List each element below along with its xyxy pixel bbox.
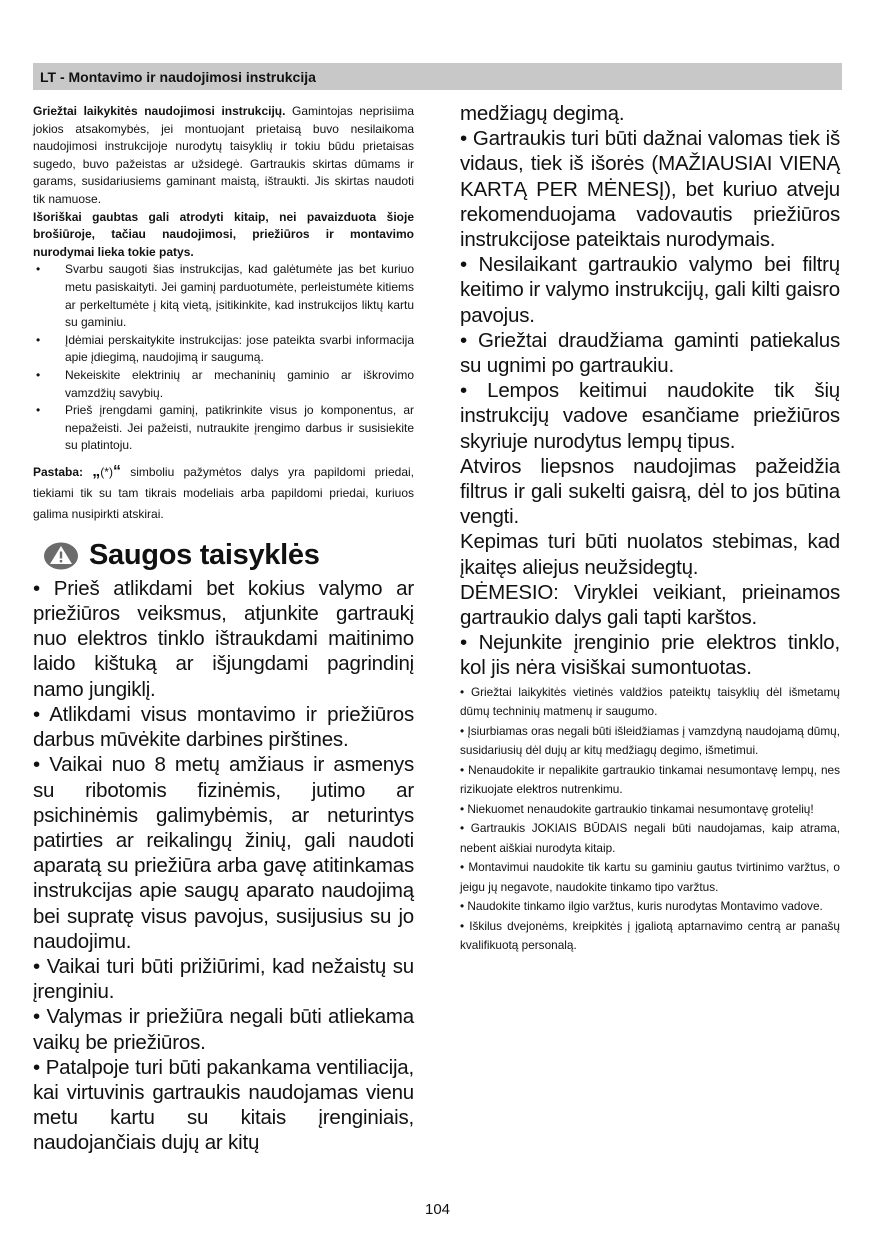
safety-right-small-text	[460, 683, 840, 956]
safety-paragraph: • Vaikai nuo 8 metų amžiaus ir asmenys su ribotomis fizinėmis, jutimo ar psichinėmis galimybėmis, ar neturintys patirties ar reikalingų žinių, gali naudoti aparatą su priežiūra arba gavę atitinkamas instrukcijas apie saugų aparato naudojimą bei supratę visus pavojus, susijusius su jo naudojimu.	[33, 753, 414, 953]
safety-paragraph: • Prieš atlikdami bet kokius valymo ar priežiūros veiksmus, atjunkite gartraukį nuo elektros tinklo ištraukdami maitinimo laido kištuką ar išjungdami pagrindinį namo jungiklį.	[33, 576, 414, 701]
safety-paragraph: Kepimas turi būti nuolatos stebimas, kad įkaitęs aliejus neužsidegtų.	[460, 530, 840, 579]
left-column	[33, 103, 414, 1156]
safety-small-paragraph: • Niekuomet nenaudokite gartraukio tinkamai nesumontavę grotelių!	[460, 801, 814, 816]
safety-small-paragraph: • Įsiurbiamas oras negali būti išleidžiamas į vamzdyną naudojamą dūmų, susidariusių dėl dujų ar kitų medžiagų degimo, išmetimui.	[460, 723, 840, 758]
intro-section	[33, 103, 414, 261]
intro-lead-text: Gamintojas neprisiima jokios atsakomybės, jei montuojant prietaisą buvo nesilaikoma naudojimosi instrukcijoje nurodytų taisyklių ir tokiu būdu prietaisas sugedo, buvo pažeistas ar užsidegė. Gartraukis skirtas dūmams ir garams, susidariusiems gaminant maistą, ištraukti. Jis skirtas naudoti tik namuose.	[33, 104, 414, 206]
header-bar	[33, 63, 842, 90]
safety-left-text	[33, 576, 414, 1156]
bullet-icon: •	[36, 262, 41, 277]
safety-right-text	[460, 101, 840, 681]
safety-paragraph: • Valymas ir priežiūra negali būti atliekama vaikų be priežiūros.	[33, 1005, 414, 1054]
safety-small-paragraph: • Nenaudokite ir nepalikite gartraukio tinkamai nesumontavę lempų, nes rizikuojate elektros nutrenkimu.	[460, 762, 840, 797]
page-number: 104	[424, 1201, 451, 1218]
safety-paragraph: DĖMESIO: Viryklei veikiant, prieinamos gartraukio dalys gali tapti karštos.	[460, 580, 840, 630]
safety-heading	[33, 539, 414, 573]
note-mark: (*)	[100, 464, 113, 479]
safety-paragraph: • Nejunkite įrenginio prie elektros tinklo, kol jis nėra visiškai sumontuotas.	[460, 631, 840, 680]
warning-icon	[43, 541, 79, 571]
list-item: • Prieš įrengdami gaminį, patikrinkite visus jo komponentus, ar nepažeisti. Jei pažeisti, nutraukite įrengimo darbus ir susisiekite su platintoju.	[36, 403, 414, 453]
note-quote-open: „	[92, 462, 101, 480]
safety-small-paragraph: • Griežtai laikykitės vietinės valdžios pateiktų taisyklių dėl išmetamų dūmų techninių matmenų ir saugumo.	[460, 684, 840, 719]
intro-bold-paragraph: Išoriškai gaubtas gali atrodyti kitaip, nei pavaizduota šioje brošiūroje, tačiau naudojimosi, priežiūros ir montavimo nurodymai lieka tokie patys.	[33, 209, 414, 259]
safety-paragraph: • Griežtai draudžiama gaminti patiekalus su ugnimi po gartraukiu.	[460, 328, 840, 378]
safety-paragraph: • Gartraukis turi būti dažnai valomas tiek iš vidaus, tiek iš išorės (MAŽIAUSIAI VIENĄ KARTĄ PER MĖNESĮ), bet kuriuo atveju rekomenduojama vadovautis priežiūros instrukcijose pateiktais nurodymais.	[460, 127, 840, 252]
note-paragraph	[33, 461, 414, 525]
bullet-icon: •	[36, 403, 41, 418]
safety-small-paragraph: • Montavimui naudokite tik kartu su gaminiu gautus tvirtinimo varžtus, o jeigu jų negavote, naudokite tinkamo tipo varžtus.	[460, 860, 840, 894]
bullet-icon: •	[36, 332, 41, 347]
intro-lead-bold: Griežtai laikykitės naudojimosi instrukcijų.	[33, 104, 286, 118]
list-item: • Įdėmiai perskaitykite instrukcijas: jose pateikta svarbi informacija apie įdiegimą, naudojimą ir saugumą.	[36, 332, 414, 365]
safety-small-paragraph: • Iškilus dvejonėms, kreipkitės į įgaliotą aptarnavimo centrą ar panašų kvalifikuotą personalą.	[460, 918, 840, 953]
right-column	[460, 101, 840, 956]
page-title: LT - Montavimo ir naudojimosi instrukcija	[40, 68, 316, 85]
list-item: • Nekeiskite elektrinių ar mechaninių gaminio ar iškrovimo vamzdžių savybių.	[36, 367, 414, 400]
safety-paragraph: medžiagų degimą.	[460, 102, 625, 125]
safety-paragraph: • Nesilaikant gartraukio valymo bei filtrų keitimo ir valymo instrukcijų, gali kilti gaisro pavojus.	[460, 253, 841, 327]
safety-paragraph: • Patalpoje turi būti pakankama ventiliacija, kai virtuvinis gartraukis naudojamas vienu metu kartu su kitais įrenginiais, naudojančiais dujų ar kitų	[33, 1055, 414, 1155]
safety-paragraph: Atviros liepsnos naudojimas pažeidžia filtrus ir gali sukelti gaisrą, dėl to jos būtina vengti.	[460, 454, 840, 529]
safety-paragraph: • Atlikdami visus montavimo ir priežiūros darbus mūvėkite darbines pirštines.	[33, 702, 414, 752]
list-item: • Svarbu saugoti šias instrukcijas, kad galėtumėte jas bet kuriuo metu pasiskaityti. Jei gaminį parduotumėte, perleistumėte kitiems ar perkeltumėte į kitą vietą, įsitikinkite, kad instrukcijos liktų kartu su gaminiu.	[36, 262, 414, 330]
section-title: Saugos taisyklės	[89, 539, 320, 572]
intro-bullet-list	[33, 261, 414, 455]
bullet-icon: •	[36, 367, 41, 382]
note-text: simboliu pažymėtos dalys yra papildomi priedai, tiekiami tik su tam tikrais modeliais arba papildomi priedai, kuriuos galima nusipirkti atskirai.	[33, 464, 414, 521]
safety-small-paragraph: • Naudokite tinkamo ilgio varžtus, kuris nurodytas Montavimo vadove.	[460, 899, 823, 914]
intro-paragraph	[33, 103, 414, 209]
note-label: Pastaba:	[33, 464, 84, 479]
safety-small-paragraph: • Gartraukis JOKIAIS BŪDAIS negali būti naudojamas, kaip atrama, nebent aiškiai nurodyta kitaip.	[460, 821, 840, 855]
safety-paragraph: • Lempos keitimui naudokite tik šių instrukcijų vadove esančiame priežiūros skyriuje nurodytus lempų tipus.	[460, 379, 840, 453]
note-quote-close: “	[112, 462, 121, 480]
safety-paragraph: • Vaikai turi būti prižiūrimi, kad nežaistų su įrenginiu.	[33, 954, 414, 1004]
